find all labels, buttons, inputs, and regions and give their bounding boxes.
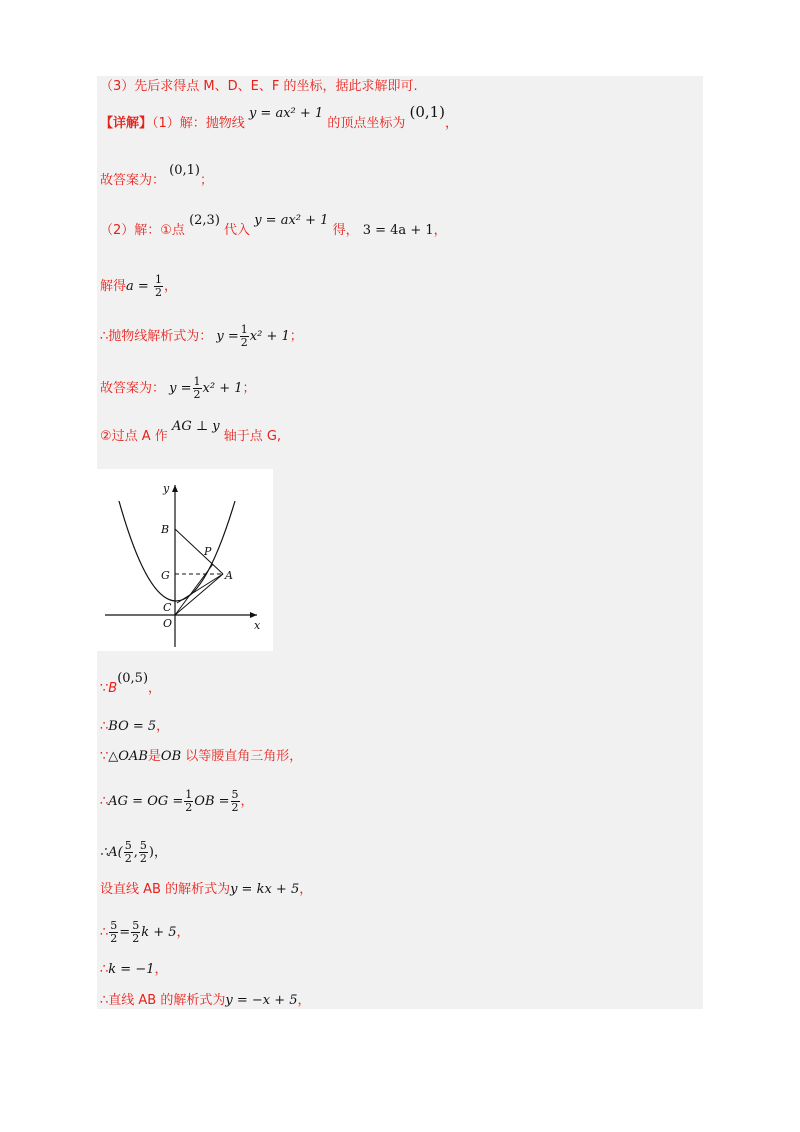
text: （2）解：①点 [100,223,185,238]
math: = [119,925,131,940]
text: ； [242,381,256,396]
math: y = [216,329,239,344]
text: 设直线 AB 的解析式为 [100,882,231,897]
text: ， [154,962,168,977]
text: ， [445,116,459,131]
line-set-ab [100,881,312,899]
line-k [100,961,168,979]
line-isosceles [100,748,302,766]
text: ， [148,681,162,696]
text: ， [433,223,447,238]
text: ， [299,882,313,897]
text: 以等腰直角三角形， [185,749,303,764]
text: 得， [332,223,359,238]
text: ， [240,794,254,809]
parabola-figure [97,469,273,651]
math-parabola: y = ax² + 1 [254,213,329,228]
text: ∴ [100,719,109,734]
math-point-b: (0,5) [117,671,149,686]
line-detail-1 [100,103,459,133]
math-vertex: (0,1) [169,163,200,178]
text: ， [176,925,190,940]
line-perpendicular [100,419,282,446]
math: AG = OG = [108,794,184,809]
text: ， [297,993,311,1008]
text: 代入 [224,223,251,238]
line-analytic [100,324,303,349]
fraction: $\frac{5}{2}$ [132,919,140,945]
fraction: $\frac{5}{2}$ [231,788,239,814]
text: ∴抛物线解析式为： [100,329,213,344]
text: ∵ [100,749,109,764]
fraction: $\frac{1}{2}$ [240,323,248,349]
label-origin: O [163,617,173,630]
fraction: $\frac{1}{2}$ [185,788,193,814]
math: △OAB [108,749,148,764]
label-point-g: G [161,569,170,582]
text: ∴ [100,925,109,940]
fraction: $\frac{5}{2}$ [139,839,147,865]
label-point-c: C [163,601,172,614]
label-x-axis: x [254,619,261,632]
line-ab-result [100,992,311,1010]
line-step2 [100,213,447,240]
text: ∴直线 AB 的解析式为 [100,993,226,1008]
text: 轴于点 G, [223,429,282,444]
text: 的顶点坐标为 [327,116,406,131]
math: OB = [194,794,230,809]
line-point-a [100,840,167,865]
text: （1）解：抛物线 [152,116,245,131]
math: BO = 5 [108,719,157,734]
math-vertex: (0,1) [409,103,446,121]
label-point-p: P [204,545,212,558]
math-a: a = [126,279,149,294]
label-point-a: A [225,569,233,582]
math-perpendicular: AG ⊥ y [171,419,220,434]
line-step3 [100,78,418,96]
text: ； [289,329,303,344]
fraction: $\frac{5}{2}$ [110,919,118,945]
math: y = −x + 5 [225,993,298,1008]
line-substitute [100,920,190,945]
fraction: $\frac{1}{2}$ [154,273,162,299]
fraction: $\frac{5}{2}$ [124,839,132,865]
line-answer-2 [100,376,256,401]
text: ， [163,279,177,294]
text: 故答案为： [100,173,166,188]
math-equation: 3 = 4a + 1 [362,223,434,238]
math: )， [148,845,167,860]
text: 解得 [100,279,127,294]
line-point-b [100,671,162,698]
fraction: $\frac{1}{2}$ [193,375,201,401]
text: ∵B [100,681,118,696]
detail-tag: 【详解】 [100,116,153,131]
line-ag-og [100,789,254,814]
label-point-b: B [161,523,170,536]
text: ②过点 A 作 [100,429,168,444]
line-solve-a [100,274,177,299]
text: 故答案为： [100,381,166,396]
math: ∴A( [100,845,123,860]
math: y = kx + 5 [230,882,300,897]
math: k = −1 [108,962,155,977]
text: ∴ [100,962,109,977]
math-point: (2,3) [189,213,220,228]
math: , [133,845,138,860]
math: OB [160,749,182,764]
line-bo [100,718,169,736]
math: y = [169,381,192,396]
math: x² + 1 [249,329,290,344]
label-y-axis: y [163,482,170,495]
math-parabola: y = ax² + 1 [248,106,324,121]
text: 是 [147,749,161,764]
text: ， [156,719,170,734]
math: k + 5 [141,925,177,940]
line-step3-text: （3）先后求得点 M、D、E、F 的坐标，据此求解即可. [100,79,418,94]
text: ∴ [100,794,109,809]
math: x² + 1 [202,381,243,396]
line-answer-1 [100,163,213,190]
parabola-diagram [97,469,273,651]
text: ； [199,173,213,188]
